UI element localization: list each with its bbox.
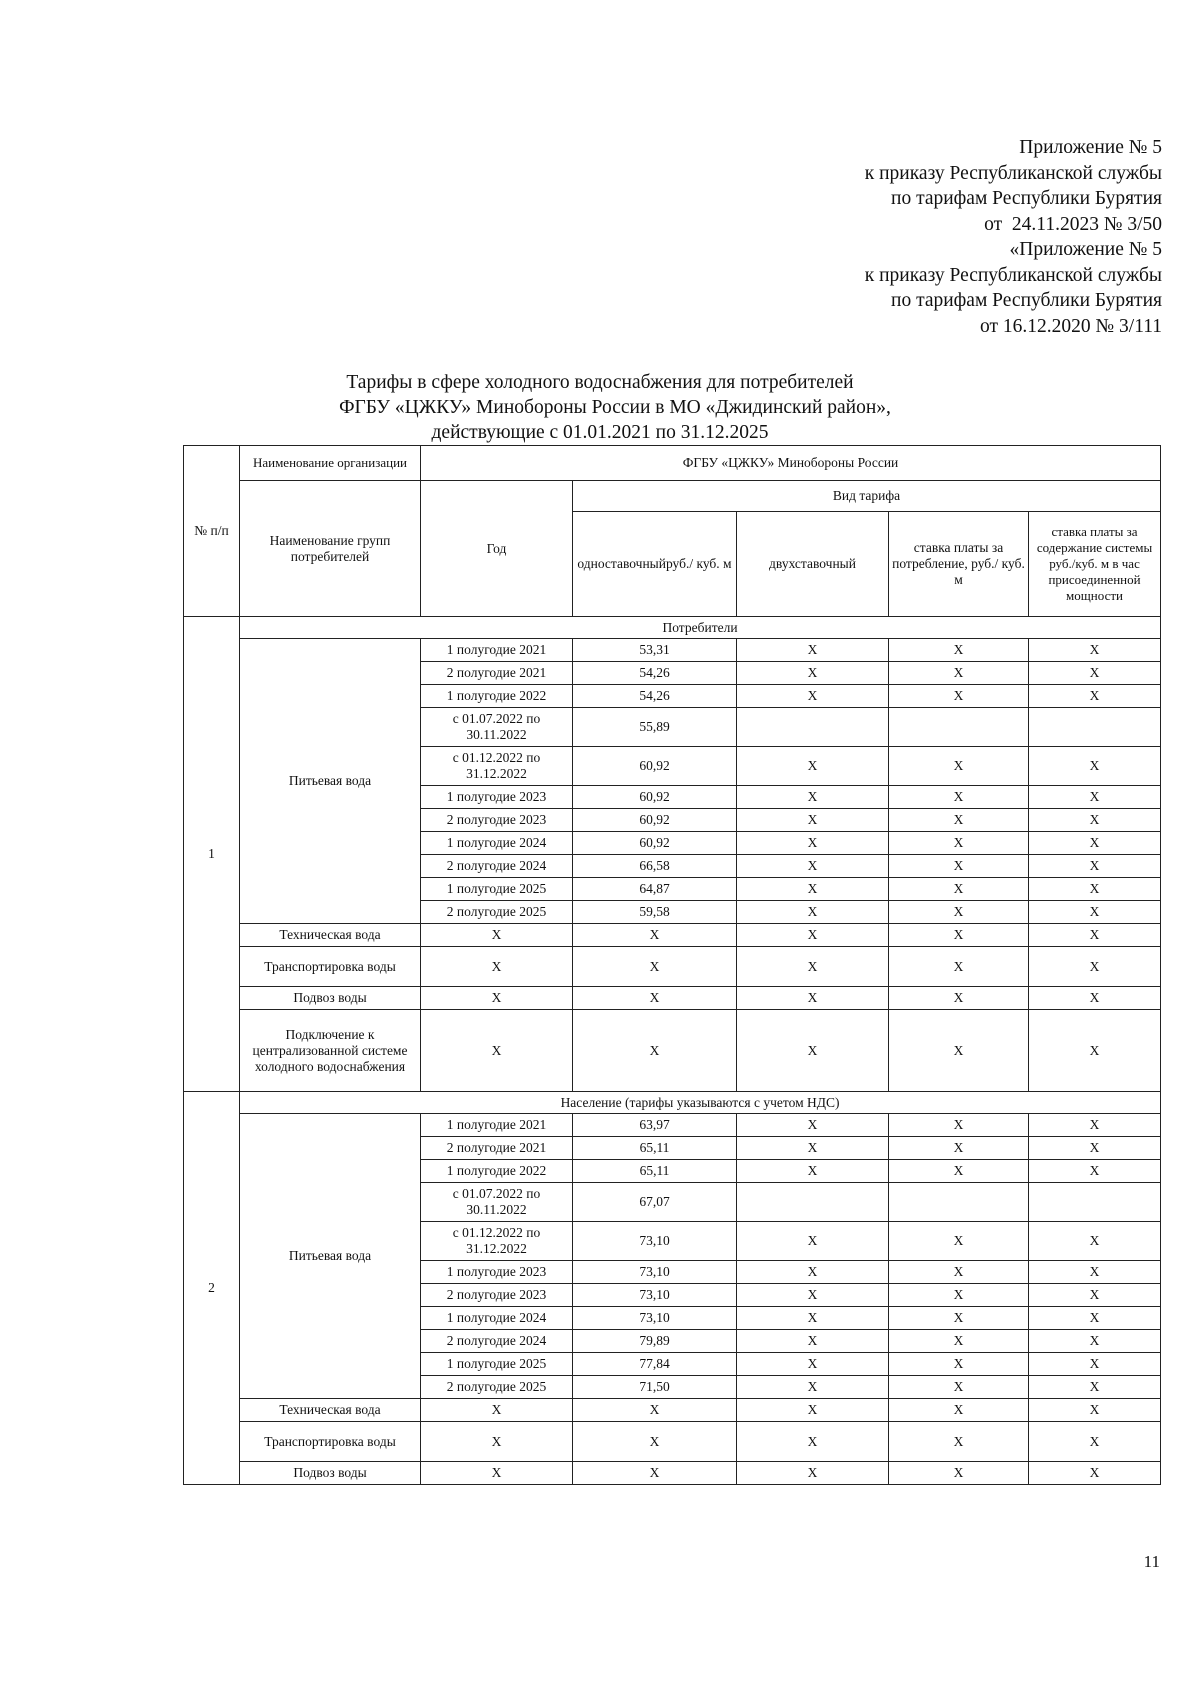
maintenance-rate-cell: Х	[1029, 1462, 1161, 1485]
title-line-1: Тарифы в сфере холодного водоснабжения для потребителей	[346, 372, 854, 393]
year-cell: Х	[421, 987, 573, 1010]
two-rate-cell: Х	[737, 1114, 889, 1137]
table-row	[184, 1092, 1161, 1114]
table-row	[184, 617, 1161, 639]
single-rate-cell: Х	[573, 1399, 737, 1422]
maintenance-rate-cell: Х	[1029, 1307, 1161, 1330]
org-name-cell: ФГБУ «ЦЖКУ» Минобороны России	[421, 446, 1161, 481]
two-rate-cell: Х	[737, 832, 889, 855]
period-cell: 1 полугодие 2023	[421, 786, 573, 809]
maintenance-rate-cell: Х	[1029, 878, 1161, 901]
maintenance-rate-cell: Х	[1029, 747, 1161, 786]
period-cell: 2 полугодие 2023	[421, 809, 573, 832]
section-title-cell: Население (тарифы указываются с учетом НДС)	[240, 1092, 1161, 1114]
header-line: к приказу Республиканской службы	[864, 162, 1162, 184]
single-rate-cell: 73,10	[573, 1222, 737, 1261]
table-row	[184, 1422, 1161, 1462]
year-cell: Х	[421, 947, 573, 987]
period-cell: 1 полугодие 2025	[421, 1353, 573, 1376]
maintenance-rate-cell: Х	[1029, 1330, 1161, 1353]
single-rate-cell: Х	[573, 1422, 737, 1462]
single-rate-cell: 60,92	[573, 832, 737, 855]
consumption-rate-cell: Х	[889, 987, 1029, 1010]
two-rate-cell: Х	[737, 747, 889, 786]
two-rate-cell	[737, 1183, 889, 1222]
consumption-rate-cell: Х	[889, 901, 1029, 924]
header-line: Приложение № 5	[1019, 137, 1162, 158]
two-rate-cell: Х	[737, 1284, 889, 1307]
section-number-cell: 1	[184, 617, 240, 1092]
year-cell: Х	[421, 1422, 573, 1462]
tariff-table-body	[184, 446, 1161, 1485]
consumption-rate-cell: Х	[889, 639, 1029, 662]
maintenance-rate-cell: Х	[1029, 1376, 1161, 1399]
maintenance-rate-cell: Х	[1029, 685, 1161, 708]
two-rate-cell: Х	[737, 786, 889, 809]
year-header: Год	[421, 481, 573, 617]
single-rate-cell: 54,26	[573, 662, 737, 685]
consumer-group-cell: Подключение к централизованной системе холодного водоснабжения	[240, 1010, 421, 1092]
consumption-rate-cell: Х	[889, 1422, 1029, 1462]
consumption-rate-cell: Х	[889, 662, 1029, 685]
maintenance-rate-cell: Х	[1029, 1284, 1161, 1307]
table-row	[184, 987, 1161, 1010]
single-rate-cell: 60,92	[573, 747, 737, 786]
single-rate-cell: 53,31	[573, 639, 737, 662]
consumption-rate-cell	[889, 708, 1029, 747]
single-rate-cell: 71,50	[573, 1376, 737, 1399]
consumer-group-cell: Подвоз воды	[240, 1462, 421, 1485]
consumption-rate-cell: Х	[889, 1010, 1029, 1092]
single-rate-cell: 55,89	[573, 708, 737, 747]
period-cell: 2 полугодие 2021	[421, 662, 573, 685]
single-rate-cell: 67,07	[573, 1183, 737, 1222]
consumption-rate-cell: Х	[889, 1137, 1029, 1160]
consumption-rate-cell: Х	[889, 809, 1029, 832]
single-rate-cell: 77,84	[573, 1353, 737, 1376]
two-rate-cell	[737, 708, 889, 747]
consumption-rate-cell: Х	[889, 1307, 1029, 1330]
single-rate-cell: 59,58	[573, 901, 737, 924]
two-rate-cell: Х	[737, 878, 889, 901]
consumption-rate-cell: Х	[889, 1353, 1029, 1376]
maintenance-rate-cell: Х	[1029, 1160, 1161, 1183]
consumption-rate-cell: Х	[889, 855, 1029, 878]
two-rate-header: двухставочный	[737, 512, 889, 617]
consumption-rate-cell: Х	[889, 1261, 1029, 1284]
single-rate-cell: 65,11	[573, 1160, 737, 1183]
maintenance-rate-cell: Х	[1029, 1399, 1161, 1422]
header-line: от 24.11.2023 № 3/50	[984, 213, 1162, 235]
period-cell: 1 полугодие 2021	[421, 1114, 573, 1137]
two-rate-cell: Х	[737, 987, 889, 1010]
period-cell: 2 полугодие 2025	[421, 1376, 573, 1399]
year-cell: Х	[421, 924, 573, 947]
two-rate-cell: Х	[737, 1010, 889, 1092]
two-rate-cell: Х	[737, 1376, 889, 1399]
consumption-rate-cell: Х	[889, 685, 1029, 708]
table-row	[184, 481, 1161, 512]
title-line-2: ФГБУ «ЦЖКУ» Минобороны России в МО «Джидинский район»,	[339, 397, 891, 418]
maintenance-rate-cell: Х	[1029, 786, 1161, 809]
single-rate-cell: 60,92	[573, 809, 737, 832]
two-rate-cell: Х	[737, 855, 889, 878]
two-rate-cell: Х	[737, 1137, 889, 1160]
two-rate-cell: Х	[737, 1353, 889, 1376]
section-number-cell: 2	[184, 1092, 240, 1485]
consumer-group-cell: Техническая вода	[240, 924, 421, 947]
period-cell: с 01.07.2022 по 30.11.2022	[421, 1183, 573, 1222]
header-line: к приказу Республиканской службы	[864, 264, 1162, 286]
period-cell: с 01.07.2022 по 30.11.2022	[421, 708, 573, 747]
consumer-group-cell: Транспортировка воды	[240, 947, 421, 987]
consumer-group-cell: Транспортировка воды	[240, 1422, 421, 1462]
consumption-rate-cell: Х	[889, 1462, 1029, 1485]
single-rate-cell: 79,89	[573, 1330, 737, 1353]
maintenance-rate-cell: Х	[1029, 1353, 1161, 1376]
single-rate-cell: 73,10	[573, 1284, 737, 1307]
table-row	[184, 947, 1161, 987]
maintenance-rate-cell: Х	[1029, 1010, 1161, 1092]
maintenance-rate-cell: Х	[1029, 855, 1161, 878]
document-title	[0, 370, 1200, 445]
single-rate-cell: 60,92	[573, 786, 737, 809]
maintenance-rate-cell: Х	[1029, 947, 1161, 987]
single-rate-cell: Х	[573, 924, 737, 947]
single-rate-cell: 65,11	[573, 1137, 737, 1160]
period-cell: 2 полугодие 2024	[421, 1330, 573, 1353]
org-label-header: Наименование организации	[240, 446, 421, 481]
year-cell: Х	[421, 1399, 573, 1422]
table-row	[184, 924, 1161, 947]
maintenance-rate-cell: Х	[1029, 924, 1161, 947]
period-cell: 1 полугодие 2022	[421, 1160, 573, 1183]
period-cell: 1 полугодие 2023	[421, 1261, 573, 1284]
maintenance-rate-header: ставка платы за содержание системы руб./куб. м в час присоединенной мощности	[1029, 512, 1161, 617]
tariff-type-header: Вид тарифа	[573, 481, 1161, 512]
two-rate-cell: Х	[737, 1160, 889, 1183]
two-rate-cell: Х	[737, 685, 889, 708]
number-header: № п/п	[184, 446, 240, 617]
single-rate-cell: Х	[573, 987, 737, 1010]
consumption-rate-cell: Х	[889, 878, 1029, 901]
year-cell: Х	[421, 1462, 573, 1485]
section-title-cell: Потребители	[240, 617, 1161, 639]
consumption-rate-cell: Х	[889, 786, 1029, 809]
consumption-rate-cell: Х	[889, 924, 1029, 947]
page-number: 11	[1143, 1552, 1160, 1571]
consumer-group-cell: Подвоз воды	[240, 987, 421, 1010]
consumption-rate-cell: Х	[889, 947, 1029, 987]
single-rate-cell: 66,58	[573, 855, 737, 878]
period-cell: 2 полугодие 2025	[421, 901, 573, 924]
table-row	[184, 639, 1161, 662]
maintenance-rate-cell	[1029, 1183, 1161, 1222]
single-rate-cell: 73,10	[573, 1307, 737, 1330]
table-row	[184, 1462, 1161, 1485]
two-rate-cell: Х	[737, 924, 889, 947]
header-line: от 16.12.2020 № 3/111	[980, 315, 1162, 337]
two-rate-cell: Х	[737, 1307, 889, 1330]
single-rate-cell: 54,26	[573, 685, 737, 708]
maintenance-rate-cell	[1029, 708, 1161, 747]
consumption-rate-cell: Х	[889, 747, 1029, 786]
period-cell: 1 полугодие 2022	[421, 685, 573, 708]
consumption-rate-cell	[889, 1183, 1029, 1222]
period-cell: 1 полугодие 2024	[421, 1307, 573, 1330]
two-rate-cell: Х	[737, 947, 889, 987]
consumption-rate-cell: Х	[889, 1160, 1029, 1183]
two-rate-cell: Х	[737, 639, 889, 662]
header-line: по тарифам Республики Бурятия	[891, 290, 1162, 311]
year-cell: Х	[421, 1010, 573, 1092]
consumption-rate-cell: Х	[889, 1114, 1029, 1137]
two-rate-cell: Х	[737, 1261, 889, 1284]
table-row	[184, 1399, 1161, 1422]
maintenance-rate-cell: Х	[1029, 662, 1161, 685]
consumption-rate-cell: Х	[889, 832, 1029, 855]
consumption-rate-cell: Х	[889, 1330, 1029, 1353]
single-rate-header: одноставочныйруб./ куб. м	[573, 512, 737, 617]
maintenance-rate-cell: Х	[1029, 1114, 1161, 1137]
consumption-rate-cell: Х	[889, 1399, 1029, 1422]
groups-header: Наименование групп потребителей	[240, 481, 421, 617]
two-rate-cell: Х	[737, 901, 889, 924]
maintenance-rate-cell: Х	[1029, 832, 1161, 855]
single-rate-cell: 64,87	[573, 878, 737, 901]
period-cell: с 01.12.2022 по 31.12.2022	[421, 747, 573, 786]
table-row	[184, 1010, 1161, 1092]
two-rate-cell: Х	[737, 1462, 889, 1485]
two-rate-cell: Х	[737, 1399, 889, 1422]
header-line: по тарифам Республики Бурятия	[891, 188, 1162, 209]
maintenance-rate-cell: Х	[1029, 1222, 1161, 1261]
consumption-rate-header: ставка платы за потребление, руб./ куб. м	[889, 512, 1029, 617]
period-cell: 2 полугодие 2023	[421, 1284, 573, 1307]
single-rate-cell: Х	[573, 1462, 737, 1485]
title-line-3: действующие с 01.01.2021 по 31.12.2025	[431, 422, 769, 443]
single-rate-cell: Х	[573, 947, 737, 987]
table-row	[184, 446, 1161, 481]
period-cell: 2 полугодие 2024	[421, 855, 573, 878]
period-cell: 1 полугодие 2025	[421, 878, 573, 901]
two-rate-cell: Х	[737, 1422, 889, 1462]
period-cell: 1 полугодие 2021	[421, 639, 573, 662]
consumer-group-cell: Техническая вода	[240, 1399, 421, 1422]
two-rate-cell: Х	[737, 809, 889, 832]
maintenance-rate-cell: Х	[1029, 639, 1161, 662]
two-rate-cell: Х	[737, 1330, 889, 1353]
drinking-water-label: Питьевая вода	[240, 1114, 421, 1399]
maintenance-rate-cell: Х	[1029, 1422, 1161, 1462]
tariff-table	[183, 445, 1161, 1485]
header-line: «Приложение № 5	[1009, 239, 1162, 260]
maintenance-rate-cell: Х	[1029, 809, 1161, 832]
period-cell: с 01.12.2022 по 31.12.2022	[421, 1222, 573, 1261]
drinking-water-label: Питьевая вода	[240, 639, 421, 924]
maintenance-rate-cell: Х	[1029, 1261, 1161, 1284]
maintenance-rate-cell: Х	[1029, 1137, 1161, 1160]
consumption-rate-cell: Х	[889, 1222, 1029, 1261]
table-row	[184, 1114, 1161, 1137]
appendix-header	[865, 135, 1162, 339]
period-cell: 1 полугодие 2024	[421, 832, 573, 855]
single-rate-cell: 73,10	[573, 1261, 737, 1284]
maintenance-rate-cell: Х	[1029, 987, 1161, 1010]
maintenance-rate-cell: Х	[1029, 901, 1161, 924]
two-rate-cell: Х	[737, 662, 889, 685]
consumption-rate-cell: Х	[889, 1376, 1029, 1399]
single-rate-cell: 63,97	[573, 1114, 737, 1137]
consumption-rate-cell: Х	[889, 1284, 1029, 1307]
two-rate-cell: Х	[737, 1222, 889, 1261]
single-rate-cell: Х	[573, 1010, 737, 1092]
period-cell: 2 полугодие 2021	[421, 1137, 573, 1160]
